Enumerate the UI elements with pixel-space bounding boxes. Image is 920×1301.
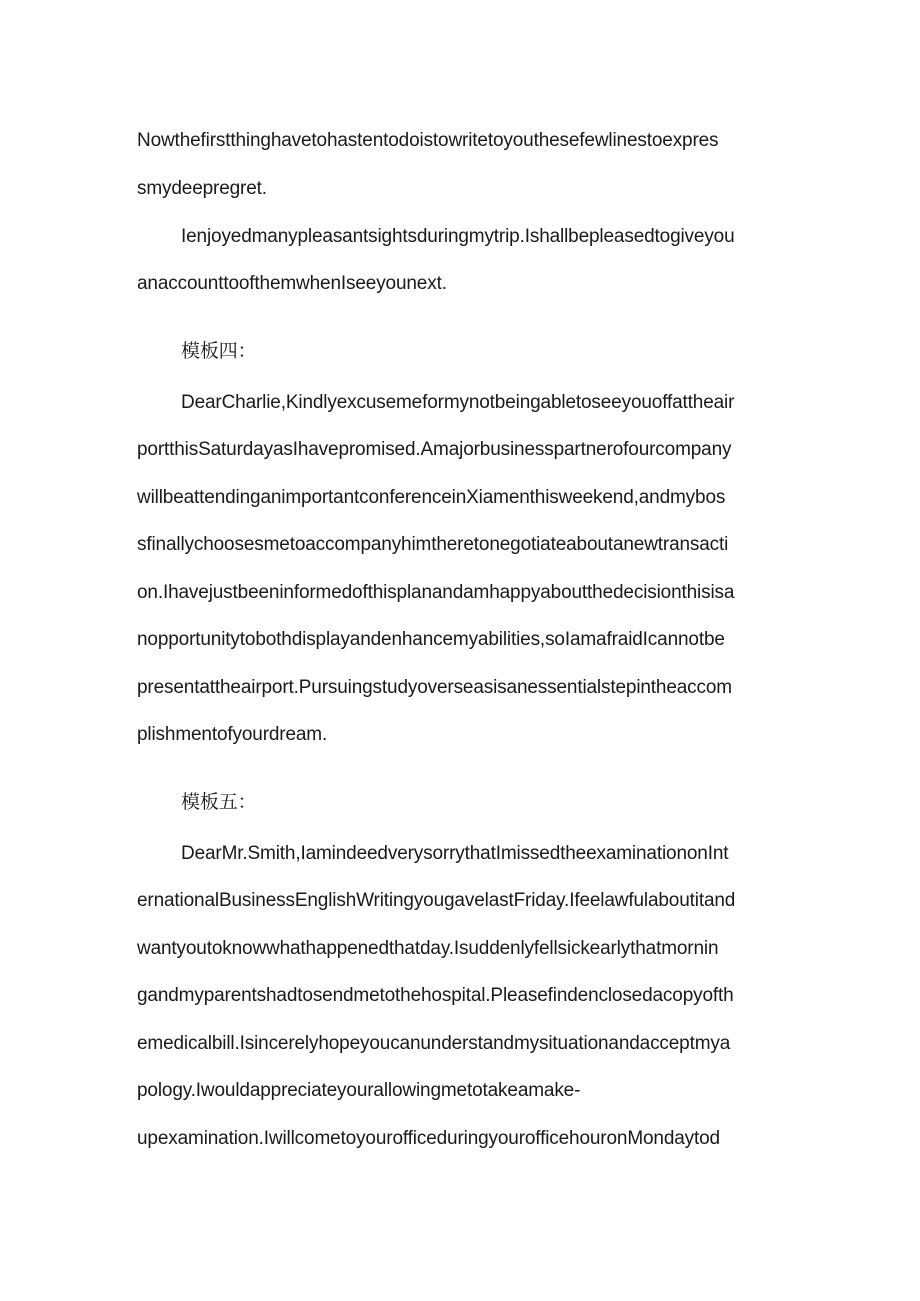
text-line: upexamination.IwillcometoyourofficeduringyourofficehouronMondaytod [137,1128,720,1149]
text-line: Ienjoyedmanypleasantsightsduringmytrip.Ishallbepleasedtogiveyou [181,226,735,247]
text-line: nopportunitytobothdisplayandenhancemyabilities,soIamafraidIcannotbe [137,629,725,650]
text-line: on.Ihavejustbeeninformedofthisplanandamhappyaboutthedecisionthisisa [137,582,735,603]
text-line: ernationalBusinessEnglishWritingyougavelastFriday.Ifeelawfulaboutitand [137,890,736,911]
text-line: DearMr.Smith,IamindeedverysorrythatImissedtheexaminationonInt [181,843,729,864]
text-line: sfinallychoosesmetoaccompanyhimtheretonegotiateaboutanewtransacti [137,534,729,555]
text-line: smydeepregret. [137,178,267,199]
text-line: wantyoutoknowwhathappenedthatday.Isuddenlyfellsickearlythatmornin [137,938,719,959]
text-line: pology.Iwouldappreciateyourallowingmetotakeamake- [137,1080,581,1101]
section-heading-template-five: 模板五： [181,791,257,813]
text-line: anaccounttoofthemwhenIseeyounext. [137,273,447,294]
text-line: DearCharlie,Kindlyexcusemeformynotbeingabletoseeyouoffattheair [181,392,735,413]
text-line: gandmyparentshadtosendmetothehospital.Pleasefindenclosedacopyofth [137,985,734,1006]
text-line: emedicalbill.Isincerelyhopeyoucanunderstandmysituationandacceptmya [137,1033,731,1054]
text-line: presentattheairport.Pursuingstudyoverseasisanessentialstepintheaccom [137,677,732,698]
text-line: plishmentofyourdream. [137,724,328,745]
text-line: willbeattendinganimportantconferenceinXiamenthisweekend,andmybos [137,487,726,508]
text-line: Nowthefirstthinghavetohastentodoistowritetoyouthesefewlinestoexpres [137,130,719,151]
text-line: portthisSaturdayasIhavepromised.Amajorbusinesspartnerofourcompany [137,439,732,460]
section-heading-template-four: 模板四： [181,340,257,362]
